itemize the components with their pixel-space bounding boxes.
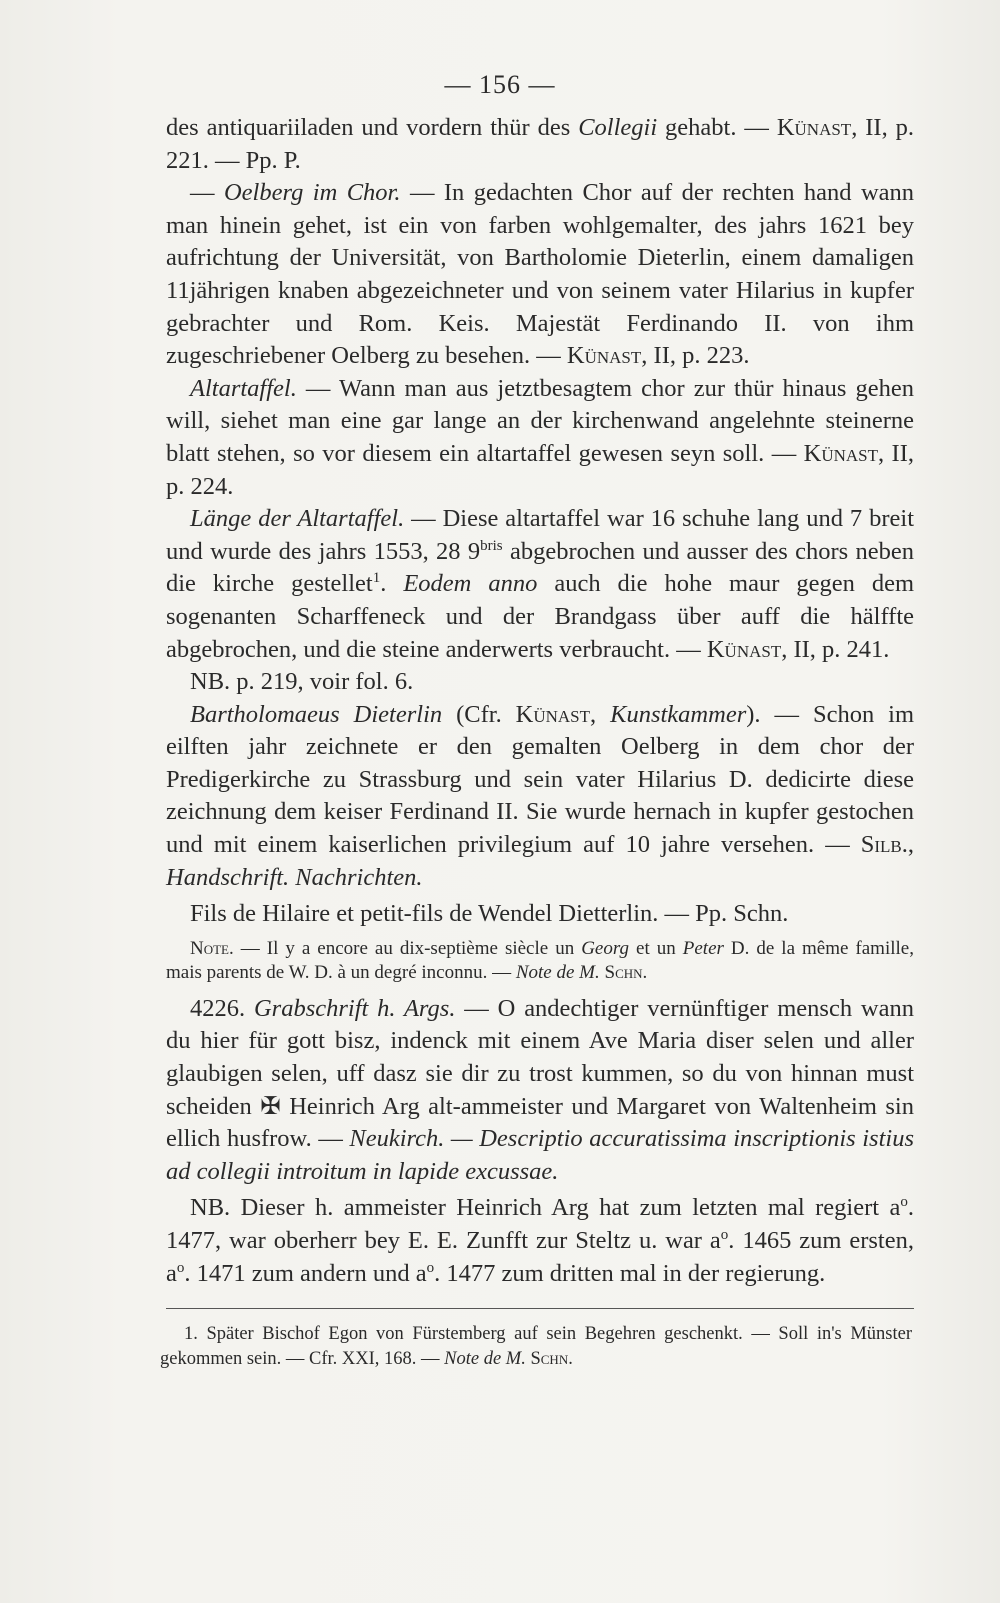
text-run: abgebrochen und ausser des chors neben die kirche gestellet	[166, 537, 914, 598]
text-run: 1. Später Bischof Egon von Fürstemberg auf sein Begehren geschenkt. — Soll in's Münster gekommen sein. — Cfr. XXI, 168. —	[160, 1324, 912, 1369]
text-run: — Il y a encore au dix-septième siècle un	[233, 937, 582, 959]
text-run: NB. Dieser h. ammeister Heinrich Arg hat zum letzten mal regiert a	[190, 1194, 901, 1222]
entry-number: 4226.	[190, 994, 254, 1022]
text-run-italic: Bartholomaeus Dieterlin	[190, 700, 443, 728]
text-run: — Diese altartaffel war 16 schuhe lang und 7 breit und wurde des jahrs 1553, 28 9	[166, 505, 914, 565]
text-run: et un	[629, 937, 683, 959]
text-run-italic: Handschrift. Nachrichten.	[166, 863, 423, 891]
text-run: —	[190, 179, 224, 207]
text-run-italic: Neukirch. — Descriptio accuratissima inscriptionis istius ad collegii introitum in lapide excussae.	[166, 1125, 914, 1185]
text-run: Fils de Hilaire et petit-fils de Wendel Dietterlin. — Pp. Schn.	[190, 900, 789, 928]
paragraph-nb	[166, 1192, 914, 1290]
text-run-smallcaps: Künast	[803, 439, 879, 467]
text-run-italic: Kunstkammer	[610, 700, 747, 728]
text-run-italic: Länge der Altartaffel.	[190, 505, 405, 533]
text-run: NB. p. 219, voir fol. 6.	[190, 668, 414, 696]
paragraph-2	[166, 177, 914, 373]
paragraph-6	[166, 699, 914, 895]
text-run-italic: Oelberg im Chor.	[223, 179, 401, 207]
superscript: o	[720, 1226, 729, 1243]
text-run: ,	[907, 831, 914, 859]
text-run: — Wann man aus jetztbesagtem chor zur thür hinaus gehen will, siehet man eine gar lange an der kirchenwand angelehnte steinerne blatt stehen, so vor diesem ein altartaffel gewesen seyn soll. —	[166, 374, 914, 467]
text-run-smallcaps: Künast	[706, 635, 782, 663]
footnote-divider	[166, 1308, 914, 1309]
superscript: bris	[480, 537, 503, 554]
text-run: ,	[590, 700, 611, 728]
text-run-smallcaps: Künast	[515, 700, 591, 728]
text-run: auch die hohe maur gegen dem sogenanten Scharffeneck und der Brandgass über auff die hälffte abgebrochen, und die steine anderwerts verbraucht. —	[166, 570, 915, 663]
paragraph-5	[166, 666, 914, 699]
text-run: D. de la même famille, mais parents de W. D. à un degré inconnu. —	[166, 937, 914, 983]
text-run-smallcaps: Silb.	[860, 831, 908, 859]
paragraph-4226	[166, 993, 914, 1189]
text-run: . 1477 zum dritten mal in der regierung.	[434, 1259, 826, 1287]
text-run: , II, p. 241.	[781, 635, 890, 663]
page-number: — 156 —	[444, 70, 556, 99]
text-run: (Cfr.	[442, 700, 516, 728]
text-run: . 1465 zum ersten, a	[166, 1227, 914, 1287]
text-run: — In gedachten Chor auf der rechten hand wann man hinein gehet, ist ein von farben wohlgemalter, des jahrs 1621 bey aufrichtung der Universität, von Bartholomie Dieterlin, einem damaligen 11jährigen knaben abgezeichneter und von seinem vater Hilarius in kupfer gebrachter und Rom. Keis. Majestät Ferdinando II. von ihm zugeschriebener Oelberg zu besehen. —	[166, 179, 915, 370]
superscript: o	[176, 1259, 185, 1276]
superscript: o	[426, 1259, 435, 1276]
text-run-italic: Altartaffel.	[190, 374, 297, 402]
text-run: , II, p. 221. — Pp. P.	[166, 114, 914, 174]
text-run: — O andechtiger vernünftiger mensch wann du hier für gott bisz, indenck mit einem Ave Maria diser selen und aller glaubigen selen, uff dasz sie dir zu trost kummen, so du von hinnan must scheiden ✠ Heinrich Arg alt-ammeister und Margaret von Waltenheim sin ellich husfrow. —	[166, 994, 914, 1153]
main-text	[166, 112, 914, 1290]
note-paragraph	[166, 937, 914, 985]
text-run: . 1471 zum andern und a	[184, 1259, 427, 1287]
text-run: , II, p. 224.	[166, 439, 914, 500]
paragraph-1	[166, 112, 914, 177]
text-run-smallcaps: Schn.	[604, 961, 648, 983]
paragraph-7	[166, 898, 914, 931]
paragraph-4	[166, 503, 914, 666]
text-run: . 1477, war oberherr bey E. E. Zunfft zur Steltz u. war a	[166, 1194, 914, 1254]
text-run: ). — Schon im eilften jahr zeichnete er den gemalten Oelberg in dem chor der Predigerkirche zu Strassburg und sein vater Hilarius D. dedicirte diese zeichnung dem keiser Ferdinand II. Sie wurde hernach in kupfer gestochen und mit einem kaiserlichen privilegium auf 10 jahre versehen. —	[166, 700, 915, 859]
text-run-smallcaps: Note.	[190, 937, 234, 959]
text-run: .	[380, 570, 404, 598]
footnote-marker: 1	[372, 570, 381, 587]
text-run-italic: Note de M.	[444, 1349, 526, 1369]
text-run-italic: Georg	[581, 937, 630, 959]
text-run-smallcaps: Künast	[566, 342, 642, 370]
superscript: o	[900, 1194, 908, 1211]
text-run-italic: Eodem anno	[403, 570, 538, 598]
text-run: des antiquariiladen und vordern thür des	[166, 114, 579, 141]
text-run-italic: Note de M.	[515, 961, 600, 983]
text-run-smallcaps: Künast	[776, 114, 852, 141]
text-run: gehabt. —	[657, 114, 777, 141]
text-run-italic: Peter	[682, 937, 724, 959]
text-run-smallcaps: Schn.	[530, 1349, 573, 1369]
text-run: , II, p. 223.	[641, 342, 750, 370]
text-run-italic: Grabschrift h. Args.	[253, 994, 456, 1022]
text-run-italic: Collegii	[578, 114, 658, 141]
footnote	[160, 1322, 912, 1372]
paragraph-3	[166, 373, 914, 503]
